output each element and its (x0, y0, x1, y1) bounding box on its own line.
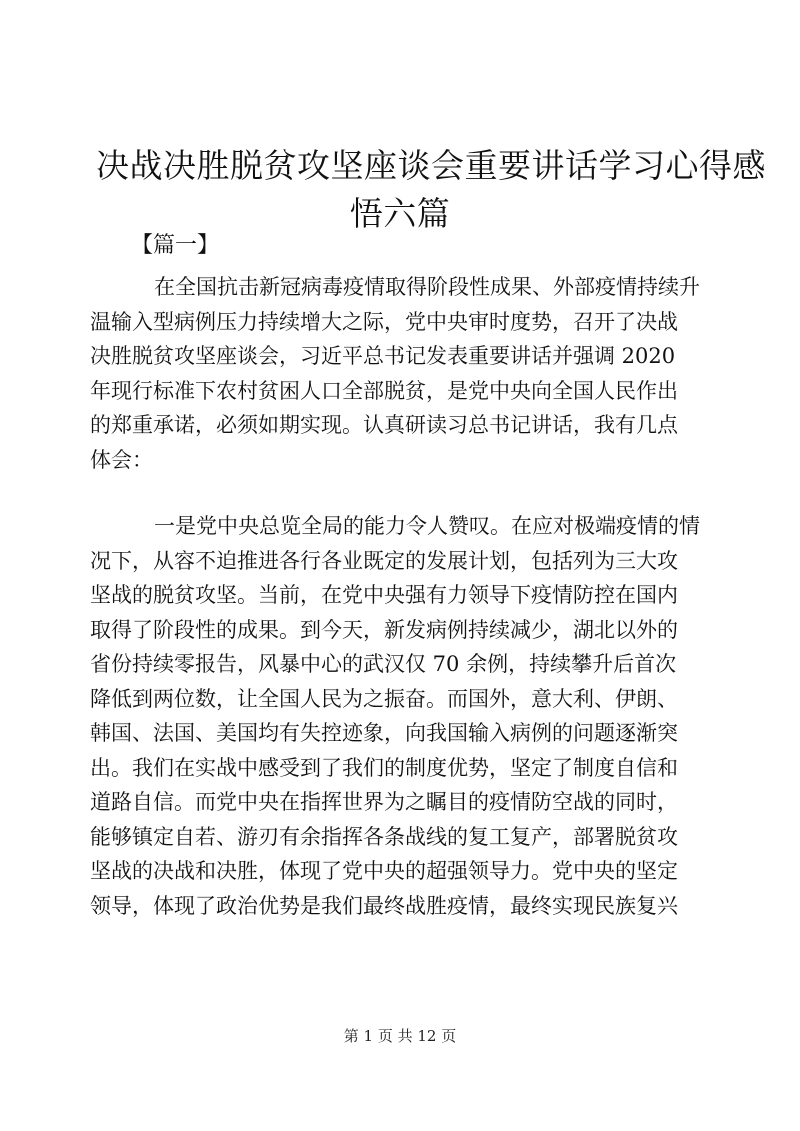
text-line: 年现行标准下农村贫困人口全部脱贫，是党中央向全国人民作出 (90, 378, 678, 403)
paragraph-2 (90, 509, 710, 923)
text-line: 取得了阶段性的成果。到今天，新发病例持续减少，湖北以外的 (90, 617, 678, 642)
page-footer: 第 1 页 共 12 页 (343, 1027, 457, 1045)
text-line: 坚战的决战和决胜，体现了党中央的超强领导力。党中央的坚定 (90, 859, 678, 883)
title-line: 悟六篇 (349, 194, 451, 233)
title-line: 决战决胜脱贫攻坚座谈会重要讲话学习心得感 (96, 146, 766, 185)
text-line: 况下，从容不迫推进各行各业既定的发展计划，包括列为三大攻 (90, 548, 678, 573)
text-line: 韩国、法国、美国均有失控迹象，向我国输入病例的问题逐渐突 (90, 721, 678, 745)
text-line: 体会： (90, 447, 153, 472)
text-line: 省份持续零报告，风暴中心的武汉仅 70 余例，持续攀升后首次 (90, 652, 677, 676)
text-line: 领导，体现了政治优势是我们最终战胜疫情，最终实现民族复兴 (90, 893, 678, 918)
text-line: 能够镇定自若、游刃有余指挥各条战线的复工复产，部署脱贫攻 (90, 824, 678, 849)
text-line: 道路自信。而党中央在指挥世界为之瞩目的疫情防空战的同时， (90, 790, 678, 814)
text-line: 温输入型病例压力持续增大之际，党中央审时度势，召开了决战 (90, 309, 678, 334)
text-line: 决胜脱贫攻坚座谈会，习近平总书记发表重要讲话并强调 2020 (90, 344, 676, 368)
section-label: 【篇一】 (131, 233, 220, 258)
paragraph-1 (90, 270, 710, 477)
text-line: 出。我们在实战中感受到了我们的制度优势，坚定了制度自信和 (90, 755, 678, 780)
document-title (96, 142, 766, 238)
text-line: 一是党中央总览全局的能力令人赞叹。在应对极端疫情的情 (154, 514, 700, 538)
text-line: 的郑重承诺，必须如期实现。认真研读习总书记讲话，我有几点 (90, 413, 678, 437)
text-line: 降低到两位数，让全国人民为之振奋。而国外，意大利、伊朗、 (90, 686, 678, 711)
text-line: 在全国抗击新冠病毒疫情取得阶段性成果、外部疫情持续升 (154, 275, 700, 299)
text-line: 坚战的脱贫攻坚。当前，在党中央强有力领导下疫情防控在国内 (90, 583, 678, 607)
